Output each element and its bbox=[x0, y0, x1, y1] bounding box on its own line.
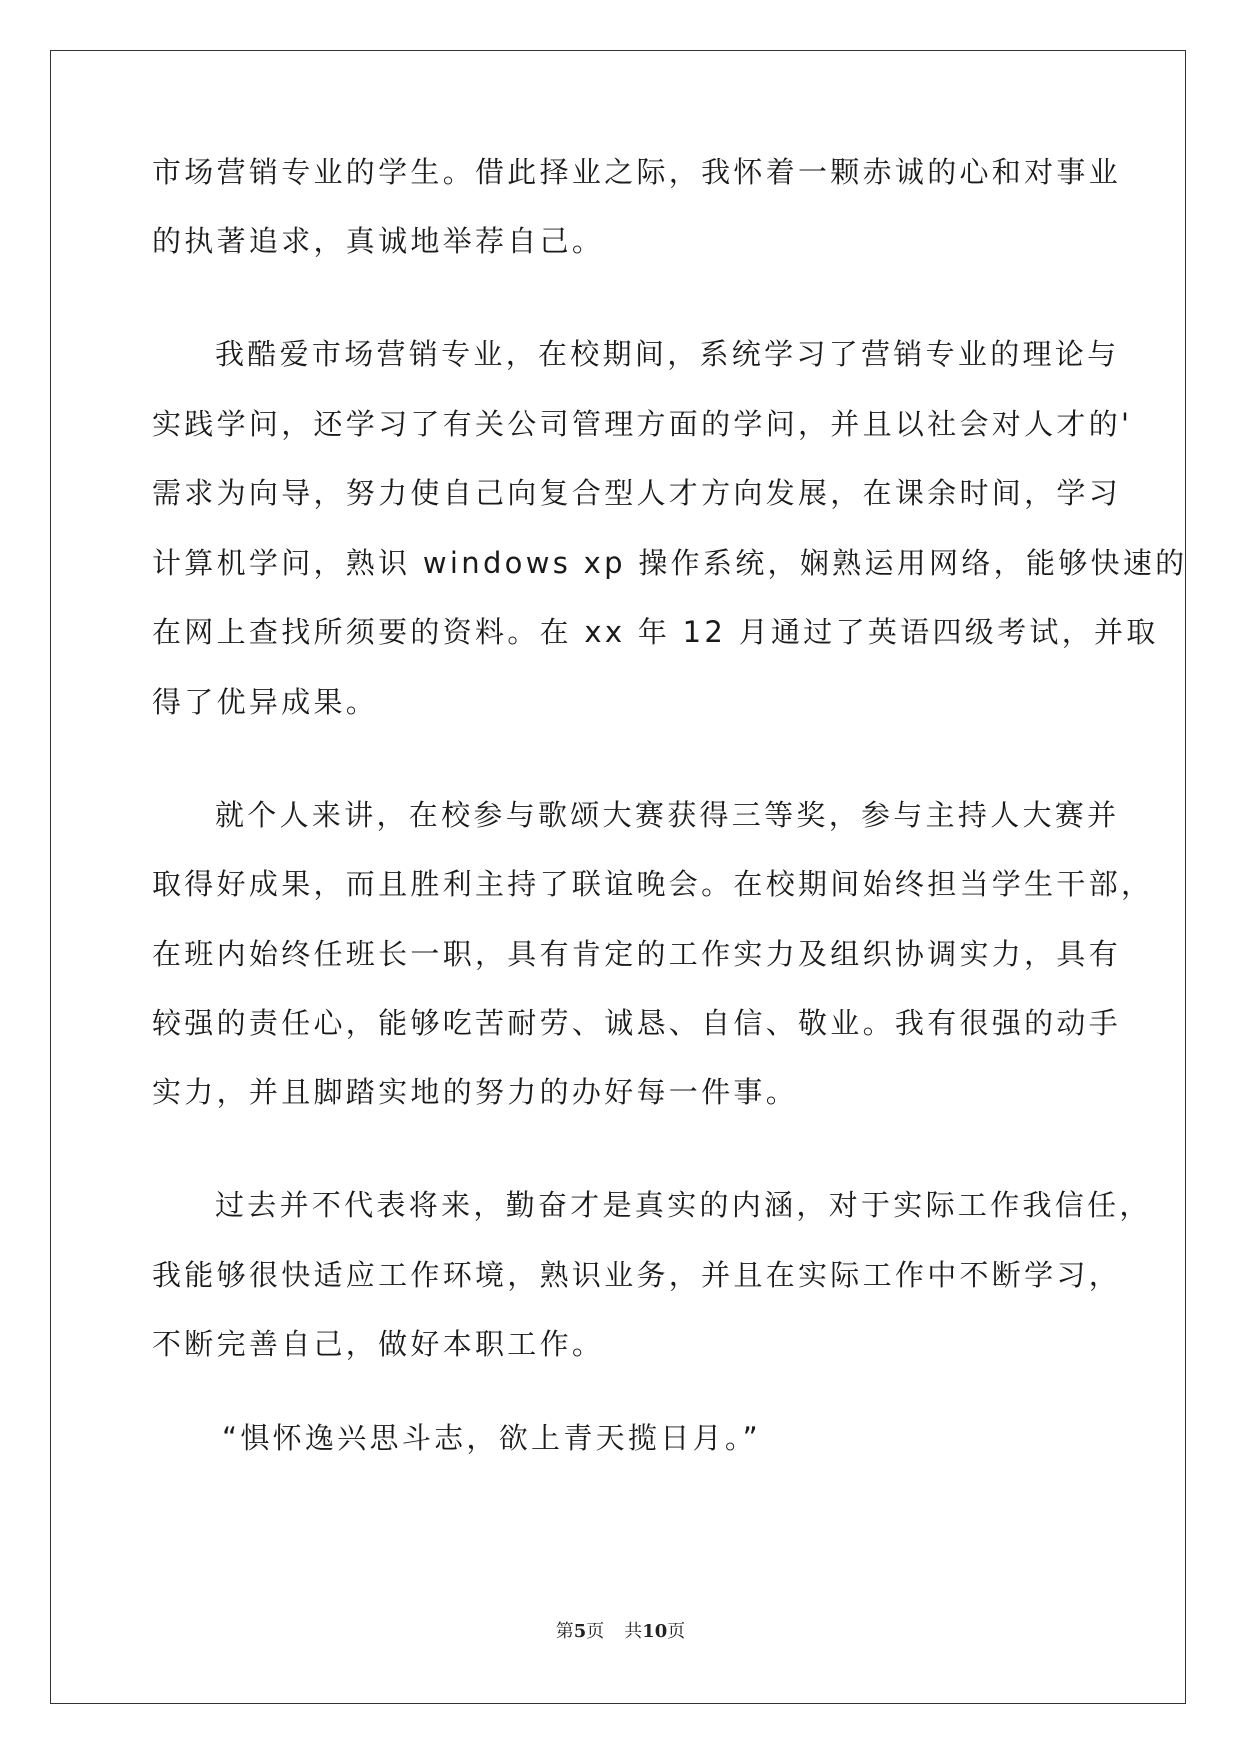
text-line: 实践学问，还学习了有关公司管理方面的学问，并且以社会对人才的' bbox=[152, 407, 1133, 441]
text-line: 较强的责任心，能够吃苦耐劳、诚恳、自信、敬业。我有很强的动手 bbox=[152, 1006, 1122, 1040]
paragraph-start-line: 我酷爱市场营销专业，在校期间，系统学习了营销专业的理论与 bbox=[215, 337, 1120, 371]
text-line: 市场营销专业的学生。借此择业之际，我怀着一颗赤诚的心和对事业 bbox=[152, 155, 1122, 189]
text-line: 计算机学问，熟识 windows xp 操作系统，娴熟运用网络，能够快速的 bbox=[152, 546, 1188, 580]
footer-total-prefix: 共 bbox=[624, 1621, 643, 1642]
text-line: 在网上查找所须要的资料。在 xx 年 12 月通过了英语四级考试，并取 bbox=[152, 615, 1159, 649]
text-line: 得了优异成果。 bbox=[152, 685, 379, 719]
text-line: 实力，并且脚踏实地的努力的办好每一件事。 bbox=[152, 1075, 799, 1109]
text-line: 取得好成果，而且胜利主持了联谊晚会。在校期间始终担当学生干部， bbox=[152, 867, 1154, 901]
footer-page-suffix: 页 bbox=[586, 1621, 605, 1642]
closing-quote-line: “惧怀逸兴思斗志，欲上青天揽日月。” bbox=[222, 1421, 761, 1455]
footer-page-number: 5 bbox=[573, 1621, 587, 1642]
page-footer bbox=[0, 1617, 1241, 1643]
text-line: 我能够很快适应工作环境，熟识业务，并且在实际工作中不断学习， bbox=[152, 1258, 1122, 1292]
text-line: 不断完善自己，做好本职工作。 bbox=[152, 1327, 605, 1361]
footer-total-suffix: 页 bbox=[667, 1621, 686, 1642]
text-line: 在班内始终任班长一职，具有肯定的工作实力及组织协调实力，具有 bbox=[152, 937, 1122, 971]
paragraph-start-line: 过去并不代表将来，勤奋才是真实的内涵，对于实际工作我信任， bbox=[215, 1188, 1152, 1222]
footer-page-prefix: 第 bbox=[555, 1621, 574, 1642]
text-line: 需求为向导，努力使自己向复合型人才方向发展，在课余时间，学习 bbox=[152, 476, 1122, 510]
text-line: 的执著追求，真诚地举荐自己。 bbox=[152, 224, 605, 258]
paragraph-start-line: 就个人来讲，在校参与歌颂大赛获得三等奖，参与主持人大赛并 bbox=[215, 798, 1120, 832]
footer-total-number: 10 bbox=[642, 1621, 668, 1642]
